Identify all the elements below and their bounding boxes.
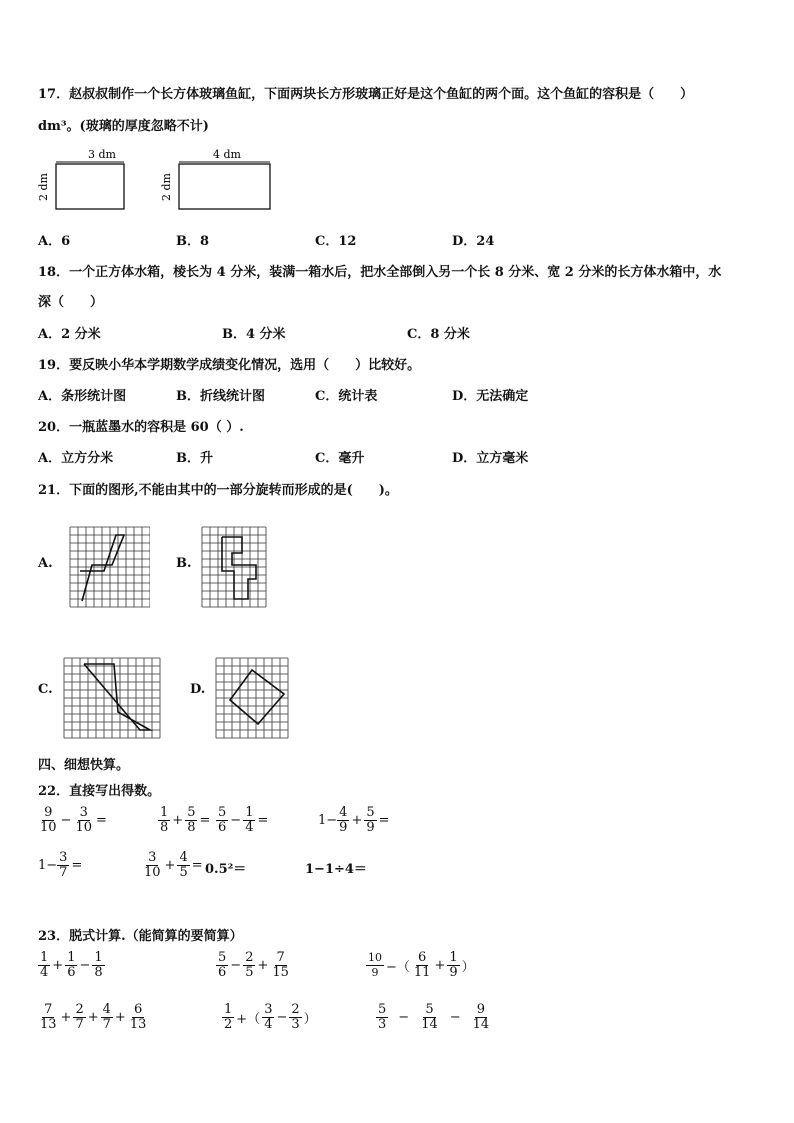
q19-option-b[interactable]: B．折线统计图: [176, 389, 265, 404]
q23-expr-2[interactable]: $\frac{5}{6}$ − $\frac{2}{5}$ + $\frac{7}{15}$: [218, 950, 289, 980]
q21-label-d[interactable]: D.: [190, 682, 206, 697]
q19-option-c[interactable]: C．统计表: [315, 389, 378, 404]
rect2-side-label: 2 dm: [160, 173, 173, 201]
q19-option-d[interactable]: D．无法确定: [452, 389, 529, 404]
q17-stem-cont: dm³。(玻璃的厚度忽略不计): [38, 119, 209, 134]
q18-option-a[interactable]: A．2 分米: [38, 327, 101, 342]
q23-expr-6[interactable]: $\frac{5}{3}$ − $\frac{5}{14}$ − $\frac{9}{14}$: [378, 1002, 490, 1032]
q22-expr-7[interactable]: 0.5²＝: [205, 862, 247, 877]
q20-option-a[interactable]: A．立方分米: [38, 451, 114, 466]
q21-figure-d[interactable]: [212, 654, 292, 740]
figure-d-shape: [230, 670, 284, 724]
q21-figure-c[interactable]: [60, 654, 168, 740]
section-4-heading: 四、细想快算。: [38, 758, 130, 773]
q18-option-b[interactable]: B．4 分米: [222, 327, 286, 342]
q21-label-b[interactable]: B.: [176, 556, 192, 571]
q21-stem: 21．下面的图形,不能由其中的一部分旋转而形成的是( )。: [38, 483, 398, 498]
q17-option-c[interactable]: C．12: [315, 234, 357, 249]
q22-expr-3[interactable]: $\frac{5}{6}$ − $\frac{1}{4}$ =: [218, 805, 269, 835]
q23-expr-3[interactable]: $\frac{10}{9}$ −（ $\frac{6}{11}$ + $\frac{1}{9}$ ）: [368, 950, 475, 980]
q17-rect-1: [37, 148, 124, 209]
q21-figure-a[interactable]: [66, 523, 150, 613]
q23-stem: 23．脱式计算.（能简算的要简算）: [38, 929, 243, 944]
rect1-top-label: 3 dm: [88, 148, 116, 161]
rect1-side-label: 2 dm: [37, 173, 50, 201]
rect2-top-label: 4 dm: [213, 148, 241, 161]
q22-expr-6[interactable]: $\frac{3}{10}$ + $\frac{4}{5}$ =: [144, 850, 203, 880]
q22-expr-5[interactable]: 1− $\frac{3}{7}$ =: [38, 850, 83, 880]
q21-label-c[interactable]: C.: [38, 682, 53, 697]
q17-option-d[interactable]: D．24: [452, 234, 495, 249]
q19-stem: 19．要反映小华本学期数学成绩变化情况，选用（ ）比较好。: [38, 358, 421, 373]
q20-stem: 20．一瓶蓝墨水的容积是 60（ ）.: [38, 420, 244, 435]
q17-stem: 17．赵叔叔制作一个长方体玻璃鱼缸，下面两块长方形玻璃正好是这个鱼缸的两个面。这个鱼缸的容积是（ ）: [38, 87, 694, 102]
q18-option-c[interactable]: C．8 分米: [407, 327, 470, 342]
q18-stem: 18．一个正方体水箱，棱长为 4 分米，装满一箱水后，把水全部倒入另一个长 8 分米、宽 2 分米的长方体水箱中，水: [38, 265, 722, 280]
q22-expr-4[interactable]: 1− $\frac{4}{9}$ + $\frac{5}{9}$ =: [318, 805, 390, 835]
q21-figure-b[interactable]: [198, 523, 272, 613]
q18-stem-cont: 深（ ）: [38, 295, 104, 310]
q23-expr-4[interactable]: $\frac{7}{13}$ + $\frac{2}{7}$ + $\frac{4}{7}$ + $\frac{6}{13}$: [40, 1002, 147, 1032]
q22-expr-1[interactable]: $\frac{9}{10}$ − $\frac{3}{10}$ =: [40, 805, 107, 835]
q17-rect-2: [160, 148, 270, 209]
q17-option-b[interactable]: B．8: [176, 234, 210, 249]
q23-expr-5[interactable]: $\frac{1}{2}$ +（ $\frac{3}{4}$ − $\frac{2}{3}$ ）: [224, 1002, 317, 1032]
q19-option-a[interactable]: A．条形统计图: [38, 389, 127, 404]
q20-option-c[interactable]: C．毫升: [315, 451, 365, 466]
q20-option-b[interactable]: B．升: [176, 451, 213, 466]
q20-option-d[interactable]: D．立方毫米: [452, 451, 529, 466]
q22-expr-2[interactable]: $\frac{1}{8}$ + $\frac{5}{8}$ =: [160, 805, 211, 835]
q22-expr-8[interactable]: 1−1÷4＝: [305, 862, 367, 877]
q22-stem: 22．直接写出得数。: [38, 784, 161, 799]
q23-expr-1[interactable]: $\frac{1}{4}$ + $\frac{1}{6}$ − $\frac{1}{8}$: [40, 950, 103, 980]
figure-b-shape: [222, 537, 256, 599]
q17-option-a[interactable]: A．6: [38, 234, 71, 249]
q17-rectangles-figure: [36, 146, 276, 214]
q21-label-a[interactable]: A.: [38, 556, 53, 571]
